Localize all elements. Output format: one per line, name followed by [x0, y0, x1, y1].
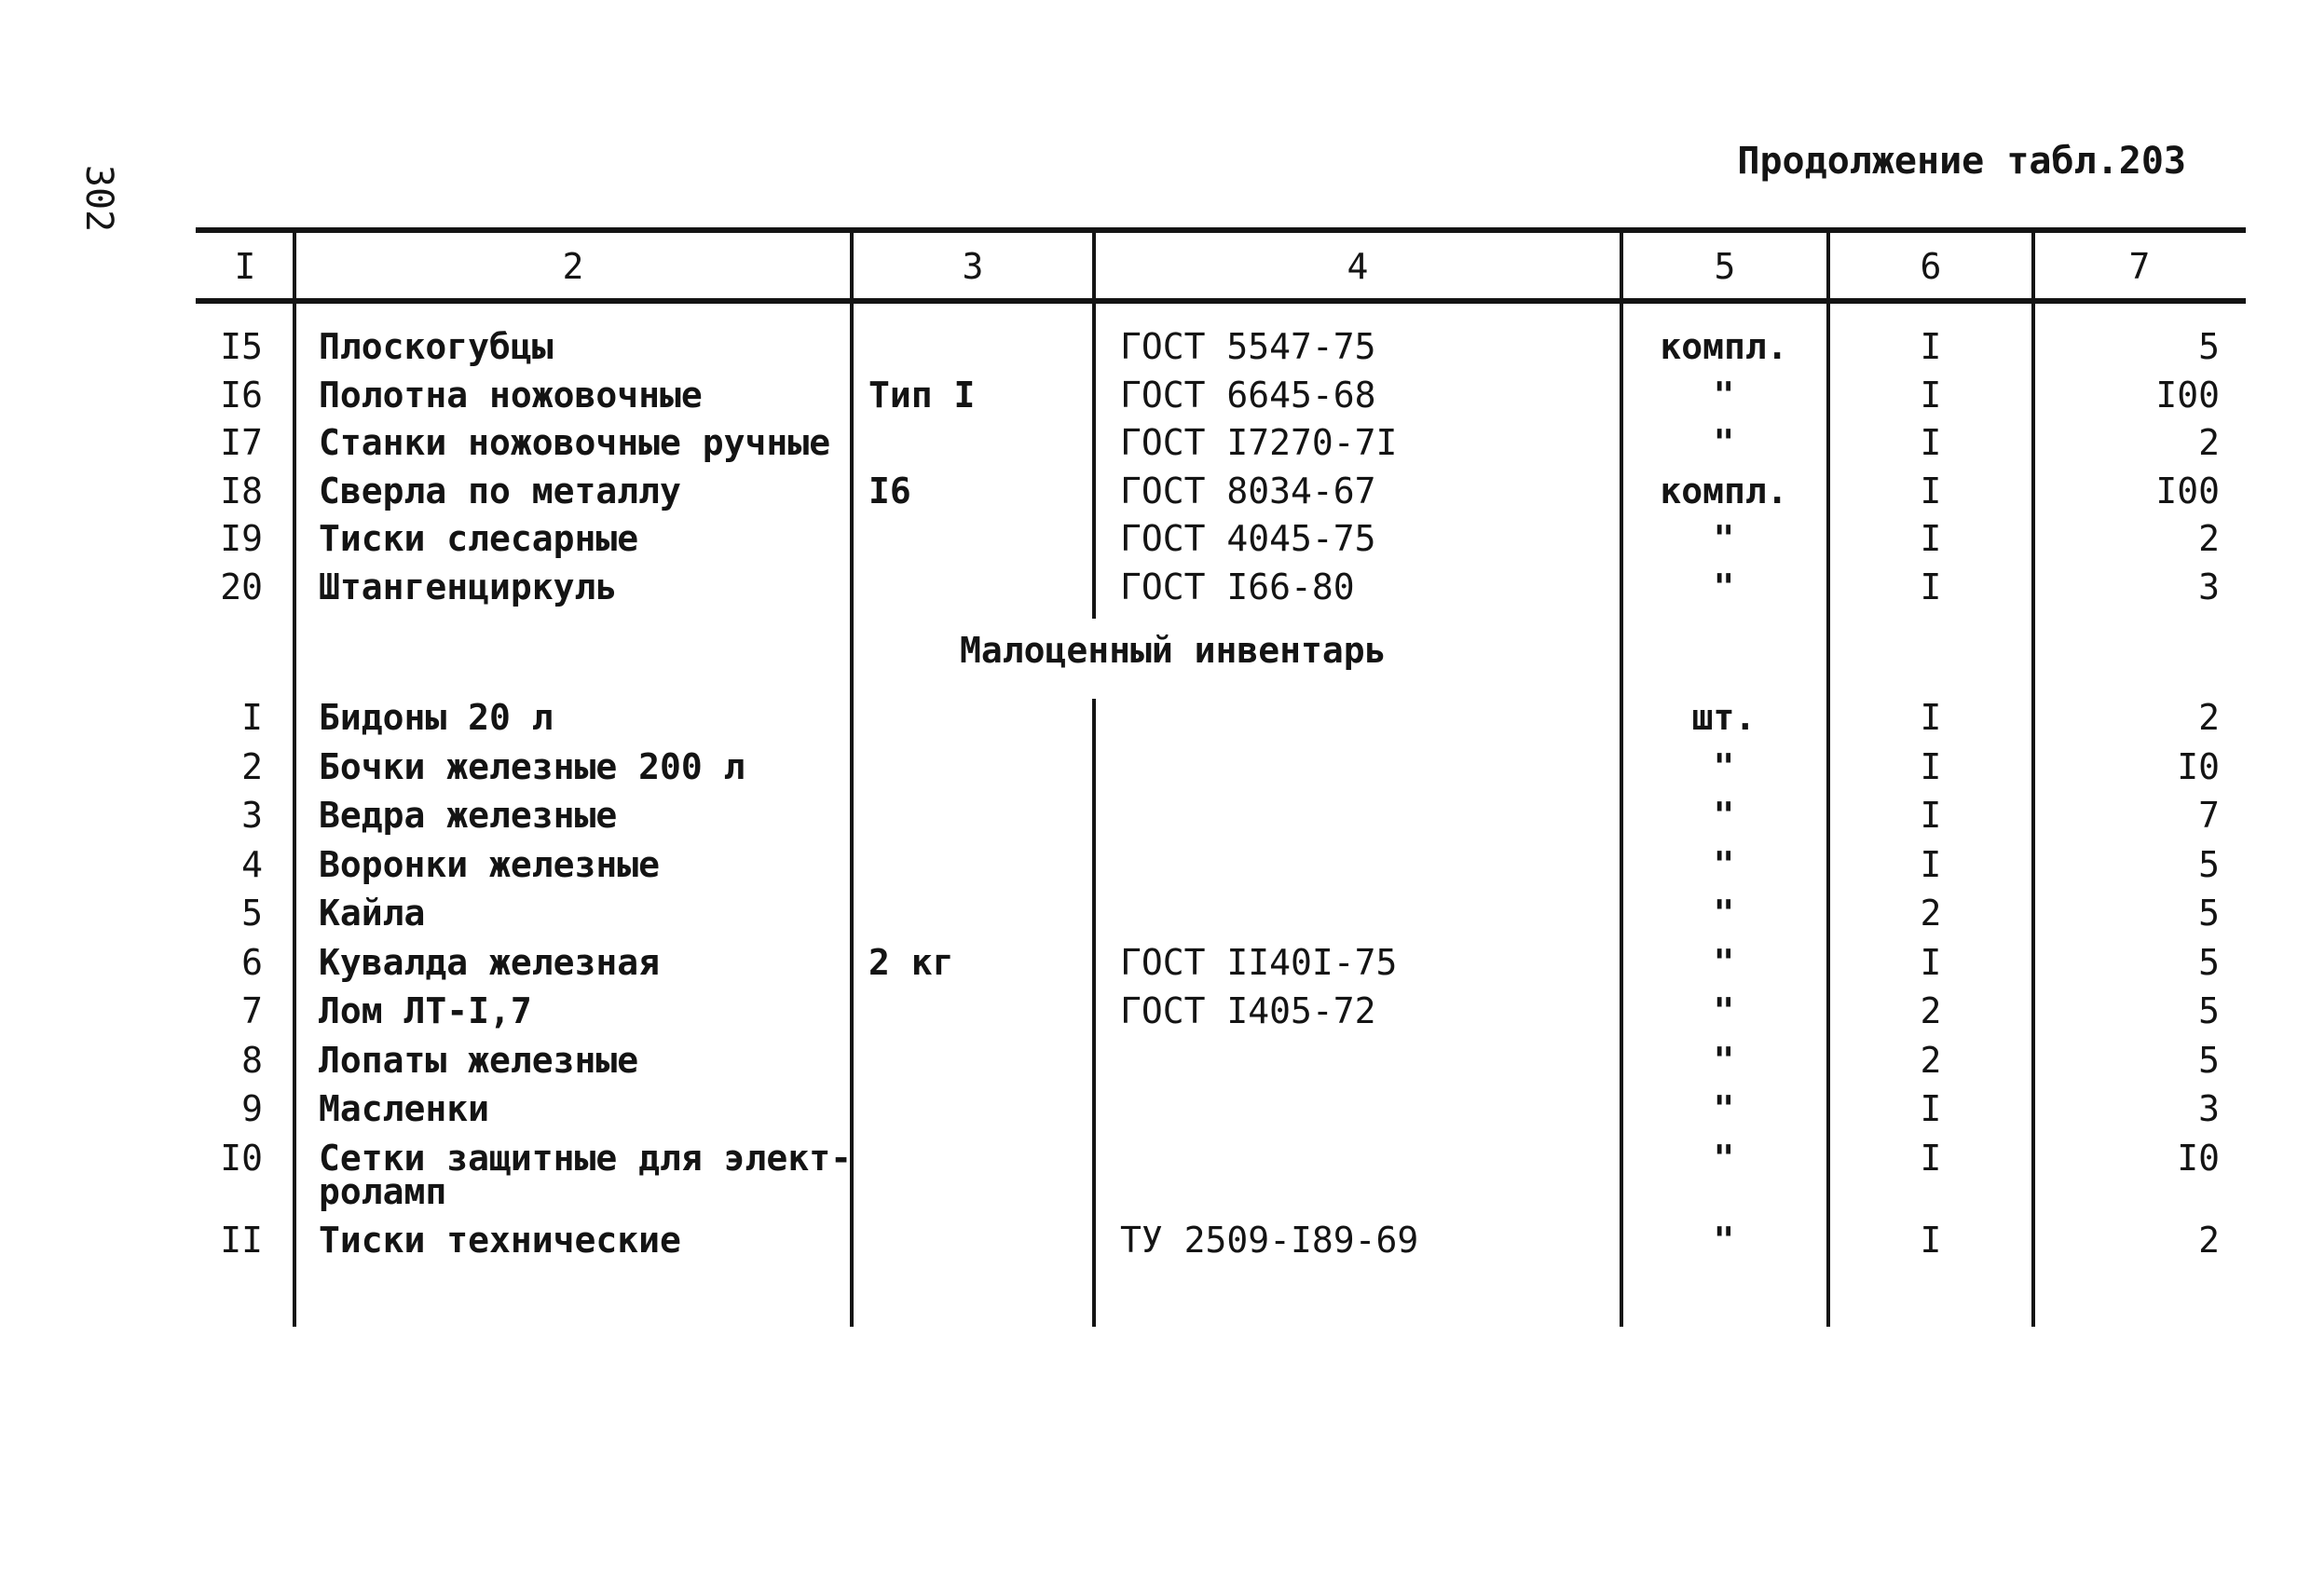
item-col6: I	[1920, 941, 1942, 983]
item-name: Сетки защитные для элект-	[319, 1137, 852, 1179]
row-number: 2	[241, 745, 263, 787]
item-unit: "	[1713, 1088, 1735, 1129]
row-number: 5	[241, 893, 263, 934]
item-col7: 2	[2198, 697, 2220, 738]
item-name-continued: роламп	[319, 1170, 447, 1212]
item-col7: 7	[2198, 795, 2220, 836]
item-name: Станки ножовочные ручные	[319, 422, 831, 463]
item-col7: 5	[2198, 990, 2220, 1031]
item-col6: I	[1920, 843, 1942, 885]
item-standard: ТУ 2509-I89-69	[1120, 1219, 1419, 1261]
column-divider-4	[1620, 227, 1623, 1327]
item-col6: I	[1920, 795, 1942, 836]
item-name: Бочки железные 200 л	[319, 745, 745, 787]
item-standard: ГОСТ 6645-68	[1120, 374, 1376, 416]
item-name: Штангенциркуль	[319, 566, 618, 607]
item-col6: I	[1920, 745, 1942, 787]
item-unit: "	[1713, 422, 1735, 463]
item-name: Масленки	[319, 1088, 490, 1129]
header-col-1: I	[234, 246, 256, 287]
item-col7: 5	[2198, 1039, 2220, 1081]
row-number: 4	[241, 843, 263, 885]
item-standard: ГОСТ I7270-7I	[1120, 422, 1398, 463]
item-unit: "	[1713, 941, 1735, 983]
row-number: II	[220, 1219, 263, 1261]
item-name: Ведра железные	[319, 795, 618, 836]
item-name: Кувалда железная	[319, 941, 661, 983]
item-col6: I	[1920, 422, 1942, 463]
item-name: Воронки железные	[319, 843, 661, 885]
item-name: Бидоны 20 л	[319, 697, 554, 738]
item-col7: 3	[2198, 1088, 2220, 1129]
item-unit: "	[1713, 990, 1735, 1031]
row-number: 6	[241, 941, 263, 983]
item-col6: I	[1920, 697, 1942, 738]
item-col7: 5	[2198, 326, 2220, 367]
column-divider-1	[293, 227, 296, 1327]
item-name: Полотна ножовочные	[319, 374, 703, 416]
row-number: 20	[220, 566, 263, 607]
item-standard: ГОСТ I405-72	[1120, 990, 1376, 1031]
item-name: Кайла	[319, 893, 426, 934]
item-col6: I	[1920, 1088, 1942, 1129]
item-col7: 5	[2198, 941, 2220, 983]
table-header-rule	[196, 298, 2246, 304]
item-unit: "	[1713, 374, 1735, 416]
table-continuation-label: Продолжение табл.203	[1737, 140, 2186, 183]
item-unit: шт.	[1691, 697, 1757, 738]
row-number: I6	[220, 374, 263, 416]
header-col-6: 6	[1920, 246, 1942, 287]
header-col-3: 3	[962, 246, 984, 287]
item-col6: 2	[1920, 990, 1942, 1031]
item-col7: 3	[2198, 566, 2220, 607]
item-col6: I	[1920, 566, 1942, 607]
column-divider-3	[1092, 227, 1096, 1327]
item-name: Сверла по металлу	[319, 470, 681, 512]
item-name: Плоскогубцы	[319, 326, 554, 367]
item-col7: 2	[2198, 518, 2220, 559]
item-col6: 2	[1920, 1039, 1942, 1081]
item-col7: I0	[2177, 745, 2220, 787]
item-unit: "	[1713, 1219, 1735, 1261]
item-col7: 2	[2198, 422, 2220, 463]
row-number: 9	[241, 1088, 263, 1129]
row-number: 7	[241, 990, 263, 1031]
item-col6: I	[1920, 1137, 1942, 1179]
item-unit: "	[1713, 843, 1735, 885]
item-unit: компл.	[1660, 470, 1788, 512]
header-col-5: 5	[1714, 246, 1736, 287]
row-number: 8	[241, 1039, 263, 1081]
item-col6: I	[1920, 1219, 1942, 1261]
item-unit: "	[1713, 566, 1735, 607]
item-spec: Тип I	[868, 374, 976, 416]
row-number: I0	[220, 1137, 263, 1179]
item-col7: I0	[2177, 1137, 2220, 1179]
item-col7: 2	[2198, 1219, 2220, 1261]
item-col6: I	[1920, 326, 1942, 367]
item-standard: ГОСТ 8034-67	[1120, 470, 1376, 512]
item-unit: "	[1713, 518, 1735, 559]
item-col7: I00	[2155, 374, 2220, 416]
item-standard: ГОСТ 5547-75	[1120, 326, 1376, 367]
item-standard: ГОСТ I66-80	[1120, 566, 1355, 607]
item-unit: "	[1713, 893, 1735, 934]
item-name: Тиски технические	[319, 1219, 681, 1261]
item-name: Тиски слесарные	[319, 518, 639, 559]
item-spec: I6	[868, 470, 911, 512]
item-spec: 2 кг	[868, 941, 954, 983]
row-number: I5	[220, 326, 263, 367]
header-col-7: 7	[2128, 246, 2151, 287]
section-title: Малоценный инвентарь	[960, 630, 1387, 671]
header-col-2: 2	[562, 246, 584, 287]
item-unit: "	[1713, 795, 1735, 836]
equipment-table	[196, 227, 2246, 1336]
item-col6: I	[1920, 374, 1942, 416]
row-number: I9	[220, 518, 263, 559]
item-unit: компл.	[1660, 326, 1788, 367]
item-name: Лопаты железные	[319, 1039, 639, 1081]
row-number: I7	[220, 422, 263, 463]
item-col7: 5	[2198, 893, 2220, 934]
item-col6: I	[1920, 470, 1942, 512]
header-col-4: 4	[1347, 246, 1369, 287]
item-unit: "	[1713, 745, 1735, 787]
item-col7: I00	[2155, 470, 2220, 512]
item-col6: I	[1920, 518, 1942, 559]
item-unit: "	[1713, 1039, 1735, 1081]
item-standard: ГОСТ 4045-75	[1120, 518, 1376, 559]
row-number: I	[241, 697, 263, 738]
item-col7: 5	[2198, 843, 2220, 885]
item-unit: "	[1713, 1137, 1735, 1179]
item-name: Лом ЛТ-I,7	[319, 990, 532, 1031]
item-col6: 2	[1920, 893, 1942, 934]
table-top-rule	[196, 227, 2246, 233]
page-number: 302	[77, 164, 121, 233]
row-number: 3	[241, 795, 263, 836]
row-number: I8	[220, 470, 263, 512]
item-standard: ГОСТ II40I-75	[1120, 941, 1398, 983]
